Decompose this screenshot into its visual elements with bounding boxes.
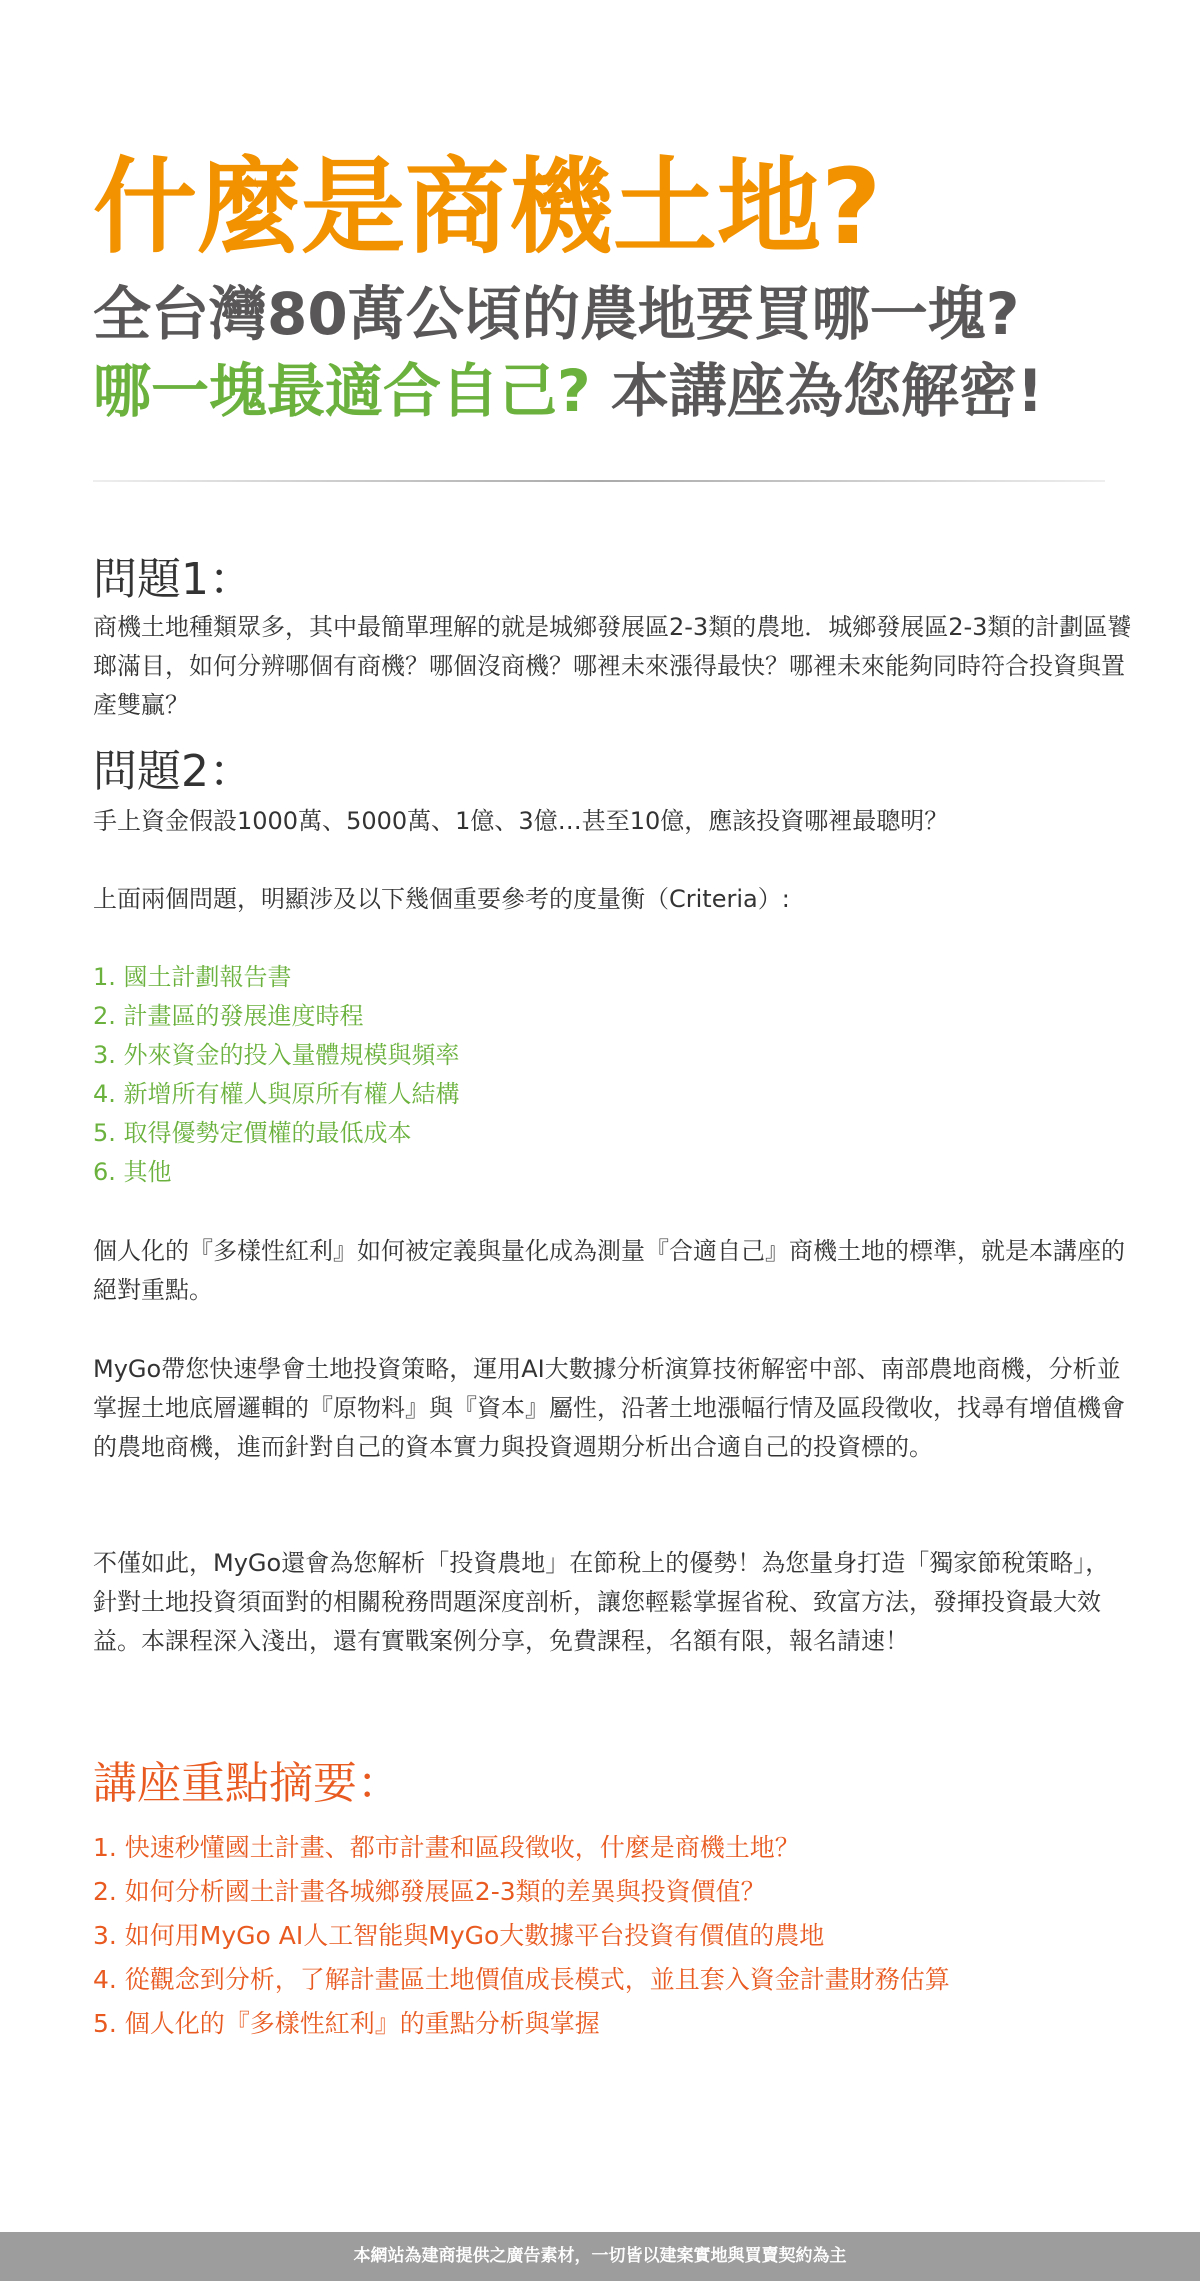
subtitle-gray-text: 本講座為您解密! (610, 357, 1044, 425)
paragraph-mygo-strategy: MyGo帶您快速學會土地投資策略，運用AI大數據分析演算技術解密中部、南部農地商機，分析並掌握土地底層邏輯的『原物料』與『資本』屬性，沿著土地漲幅行情及區段徵收，找尋有增值機會的農地商機，進而針對自己的資本實力與投資週期分析出合適自己的投資標的。 (93, 1355, 1125, 1461)
summary-list (93, 1826, 950, 2046)
criteria-item: 1. 國土計劃報告書 (93, 963, 292, 991)
page-title: 什麼是商機土地? (93, 146, 882, 268)
paragraph-tax-strategy: 不僅如此，MyGo還會為您解析「投資農地」在節稅上的優勢！為您量身打造「獨家節稅策略」，針對土地投資須面對的相關稅務問題深度剖析，讓您輕鬆掌握省稅、致富方法，發揮投資最大效益。本課程深入淺出，還有實戰案例分享，免費課程，名額有限，報名請速！ (93, 1549, 1110, 1655)
subtitle-green-text: 哪一塊最適合自己? (93, 357, 591, 425)
summary-item: 5. 個人化的『多樣性紅利』的重點分析與掌握 (93, 2009, 600, 2038)
summary-item: 3. 如何用MyGo AI人工智能與MyGo大數據平台投資有價值的農地 (93, 1921, 825, 1950)
criteria-item: 3. 外來資金的投入量體規模與頻率 (93, 1041, 460, 1069)
question-1-body: 商機土地種類眾多，其中最簡單理解的就是城鄉發展區2-3類的農地．城鄉發展區2-3類的計劃區饕瑯滿目，如何分辨哪個有商機？哪個沒商機？哪裡未來漲得最快？哪裡未來能夠同時符合投資與置產雙贏？ (93, 613, 1132, 719)
criteria-intro: 上面兩個問題，明顯涉及以下幾個重要參考的度量衡（Criteria）: (93, 885, 790, 913)
summary-item: 1. 快速秒懂國土計畫、都市計畫和區段徵收，什麼是商機土地？ (93, 1833, 800, 1862)
subtitle-line-1: 全台灣80萬公頃的農地要買哪一塊? (93, 280, 1020, 348)
divider (93, 480, 1105, 482)
paragraph-diversity-dividend: 個人化的『多樣性紅利』如何被定義與量化成為測量『合適自己』商機土地的標準，就是本講座的絕對重點。 (93, 1237, 1125, 1304)
criteria-item: 5. 取得優勢定價權的最低成本 (93, 1119, 412, 1147)
question-2-body: 手上資金假設1000萬、5000萬、1億、3億…甚至10億，應該投資哪裡最聰明？ (93, 807, 949, 835)
footer-disclaimer: 本網站為建商提供之廣告素材，一切皆以建案實地與買賣契約為主 (0, 2232, 1200, 2281)
subtitle-line-2 (93, 357, 1044, 425)
question-1-heading: 問題1： (93, 554, 253, 605)
question-2-heading: 問題2： (93, 746, 253, 797)
criteria-list (93, 958, 460, 1192)
summary-heading: 講座重點摘要： (93, 1758, 401, 1809)
criteria-item: 2. 計畫區的發展進度時程 (93, 1002, 364, 1030)
summary-item: 4. 從觀念到分析，了解計畫區土地價值成長模式，並且套入資金計畫財務估算 (93, 1965, 950, 1994)
criteria-item: 6. 其他 (93, 1158, 172, 1186)
criteria-item: 4. 新增所有權人與原所有權人結構 (93, 1080, 460, 1108)
summary-item: 2. 如何分析國土計畫各城鄉發展區2-3類的差異與投資價值？ (93, 1877, 766, 1906)
